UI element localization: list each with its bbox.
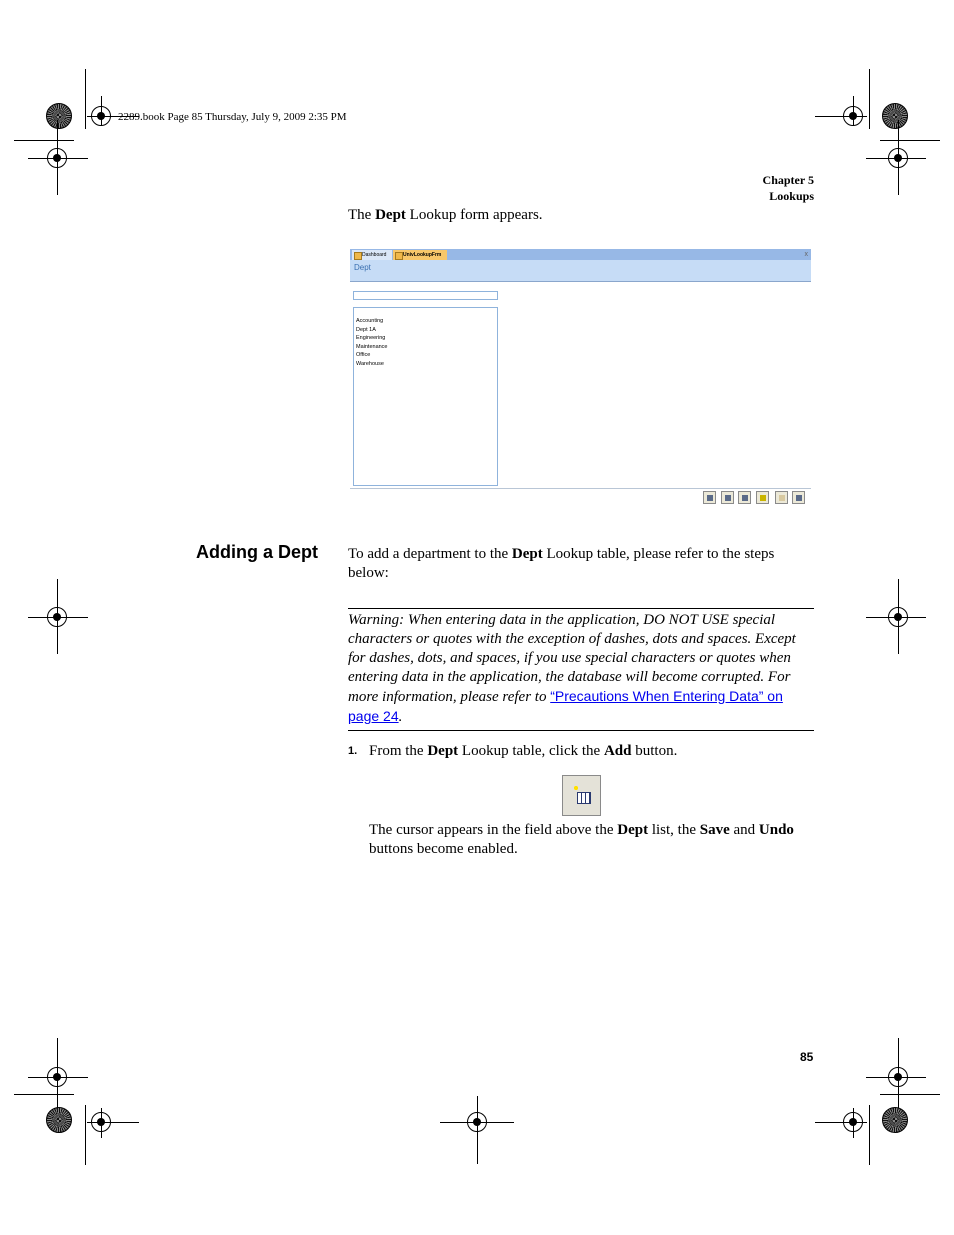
- crop-line: [866, 1077, 926, 1078]
- add-icon[interactable]: [703, 491, 716, 504]
- crop-line: [14, 140, 74, 141]
- section-intro-paragraph: [348, 545, 814, 583]
- crop-line: [101, 1108, 102, 1138]
- section-intro-text: Lookup table, please refer to the steps below:: [348, 546, 775, 581]
- crop-line: [28, 617, 88, 618]
- chapter-label: Chapter 5: [762, 173, 814, 187]
- crop-line: [85, 1105, 86, 1165]
- form-header: [350, 260, 811, 282]
- crop-line: [869, 1105, 870, 1165]
- section-intro-bold: Dept: [511, 546, 543, 562]
- result-text: and: [729, 822, 759, 838]
- page-number: 85: [800, 1050, 814, 1064]
- warning-text: Warning: When entering data in the application, DO NOT USE special characters or quotes with the exception of dashes, dots and spaces. Except for dashes, dots, and spaces, if you use special characters or quotes when entering data in the application, the database will become corrupted. For more information, please refer to: [348, 612, 796, 705]
- undo-icon[interactable]: [775, 491, 788, 504]
- result-bold: Save: [699, 822, 730, 838]
- toolbar-divider: [350, 488, 811, 489]
- crop-line: [87, 1122, 139, 1123]
- step-bold: Add: [603, 743, 632, 759]
- registration-star-icon: [46, 103, 72, 129]
- crop-line: [880, 140, 940, 141]
- section-label: Lookups: [769, 189, 814, 203]
- intro-text: Lookup form appears.: [405, 207, 543, 223]
- list-item[interactable]: Maintenance: [356, 343, 388, 350]
- intro-paragraph: [348, 206, 543, 225]
- crop-line: [28, 158, 88, 159]
- tab-bar: [350, 249, 811, 260]
- step-1-text: [369, 742, 814, 761]
- edit-icon[interactable]: [721, 491, 734, 504]
- registration-star-icon: [46, 1107, 72, 1133]
- intro-bold: Dept: [375, 207, 406, 223]
- crop-line: [57, 1038, 58, 1113]
- exit-icon[interactable]: [792, 491, 805, 504]
- step-bold: Dept: [427, 743, 459, 759]
- dept-lookup-form-screenshot: [350, 249, 811, 507]
- crop-line: [440, 1122, 514, 1123]
- precautions-link[interactable]: “Precautions When Entering Data” on page 24: [348, 688, 783, 724]
- add-button-image: [562, 775, 601, 816]
- running-head: [763, 172, 814, 204]
- sparkle-icon: [572, 784, 580, 792]
- list-item[interactable]: Accounting: [356, 318, 384, 324]
- crop-line: [85, 69, 86, 129]
- step-text: button.: [631, 743, 678, 759]
- dept-input[interactable]: [353, 291, 498, 300]
- list-item[interactable]: Engineering: [356, 335, 386, 341]
- list-item[interactable]: Office: [356, 352, 371, 358]
- crop-line: [898, 1038, 899, 1113]
- registration-star-icon: [882, 103, 908, 129]
- crop-line: [853, 1108, 854, 1138]
- table-icon: [577, 792, 591, 804]
- step-number: 1.: [348, 745, 358, 757]
- crop-line: [477, 1096, 478, 1164]
- tab-dashboard[interactable]: Dashboard: [352, 250, 392, 260]
- form-title: Dept: [354, 263, 371, 272]
- tab-univlookupfrm[interactable]: UnivLookupFrm: [393, 250, 447, 260]
- registration-star-icon: [882, 1107, 908, 1133]
- result-text: The cursor appears in the field above the: [369, 822, 618, 838]
- crop-line: [880, 1094, 940, 1095]
- close-icon[interactable]: x: [804, 251, 808, 258]
- crop-line: [14, 1094, 74, 1095]
- intro-text: The: [348, 207, 376, 223]
- step-text: From the: [369, 743, 428, 759]
- list-item[interactable]: Dept 1A: [356, 326, 376, 333]
- warning-note: [348, 608, 814, 731]
- dept-list[interactable]: [353, 307, 498, 486]
- list-item[interactable]: Warehouse: [356, 360, 384, 367]
- section-intro-text: To add a department to the: [348, 546, 512, 562]
- crop-line: [101, 96, 102, 126]
- print-header-note: 2289.book Page 85 Thursday, July 9, 2009 2:35 PM: [118, 111, 347, 123]
- result-text: buttons become enabled.: [369, 841, 518, 857]
- section-heading: Adding a Dept: [196, 542, 318, 562]
- crop-line: [815, 1122, 867, 1123]
- result-bold: Undo: [758, 822, 794, 838]
- result-paragraph: [369, 821, 814, 859]
- warning-end: .: [398, 709, 403, 725]
- crop-line: [866, 158, 926, 159]
- crop-line: [866, 617, 926, 618]
- delete-icon[interactable]: [756, 491, 769, 504]
- crop-line: [853, 96, 854, 126]
- step-text: Lookup table, click the: [458, 743, 604, 759]
- crop-line: [869, 69, 870, 129]
- save-icon[interactable]: [738, 491, 751, 504]
- crop-line: [28, 1077, 88, 1078]
- result-text: list, the: [648, 822, 700, 838]
- result-bold: Dept: [617, 822, 649, 838]
